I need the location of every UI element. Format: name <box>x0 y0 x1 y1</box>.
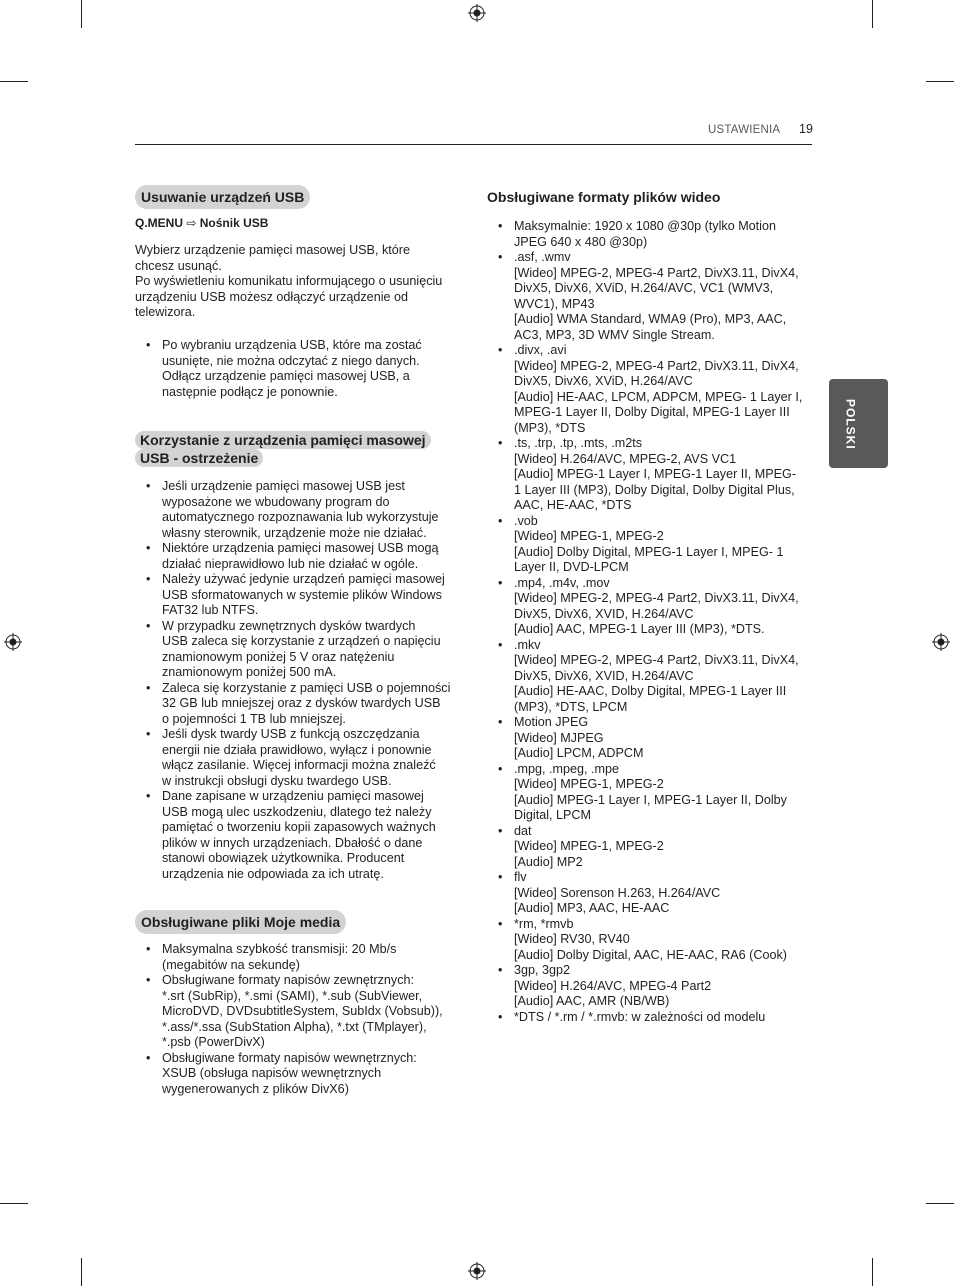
list-item-line: [Wideo] H.264/AVC, MPEG-4 Part2 <box>514 978 712 993</box>
list-item-line: [Wideo] MPEG-1, MPEG-2 <box>514 777 664 791</box>
list-item-line: DivX5, DivX6, XVID, H.264/AVC <box>514 668 694 683</box>
list-item-line: Po wybraniu urządzenia USB, które ma zostać <box>162 338 422 352</box>
crop-mark <box>0 1203 28 1204</box>
usb-removal-heading: Usuwanie urządzeń USB <box>135 185 310 209</box>
list-item-line: 32 GB lub mniejszej oraz z dysków twardych USB <box>162 696 441 710</box>
menu-path-start: Q.MENU <box>135 216 183 230</box>
list-item-line: flv <box>514 870 527 884</box>
list-item-line: Dane zapisane w urządzeniu pamięci masowej <box>162 789 424 803</box>
list-item-line: [Audio] AAC, AMR (NB/WB) <box>514 994 670 1008</box>
list-item-line: [Audio] MP2 <box>514 854 583 869</box>
list-item-line: [Wideo] Sorenson H.263, H.264/AVC <box>514 885 721 900</box>
list-item-line: o pojemności 1 TB lub mniejszej. <box>162 711 346 726</box>
menu-path <box>135 216 268 232</box>
paragraph-line: chcesz usunąć. <box>135 258 222 273</box>
list-item-line: następnie podłącz je ponownie. <box>162 384 338 399</box>
list-item: • Obsługiwane formaty napisów zewnętrznych: *.srt (SubRip), *.smi (SAMI), *.sub (SubViewer, MicroDVD, DVDsubtitleSystem, SubIdx (Vobsub)), *.ass/*.ssa (SubStation Alpha), *.txt (TMplayer), *.psb (PowerDivX) <box>135 973 475 1051</box>
list-item-line: dat <box>514 823 532 838</box>
arrow-right-icon: ⇨ <box>186 216 197 230</box>
list-item-line: Maksymalnie: 1920 x 1080 @30p (tylko Motion <box>514 219 776 233</box>
list-item-line: .divx, .avi <box>514 343 567 357</box>
list-item: • .mpg, .mpeg, .mpe [Wideo] MPEG-1, MPEG-2 [Audio] MPEG-1 Layer I, MPEG-1 Layer II, Dolby Digital, LPCM <box>487 762 827 824</box>
video-formats-heading: Obsługiwane formaty plików wideo <box>487 189 721 205</box>
my-media-heading: Obsługiwane pliki Moje media <box>135 910 346 934</box>
list-item-line: stanowi obowiązek użytkownika. Producent <box>162 851 405 865</box>
list-item: • Jeśli urządzenie pamięci masowej USB jest wyposażone we wbudowany program do automatycznego rozpoznawania lub wykorzystuje własny sterownik, urządzenie może nie działać. <box>135 479 465 541</box>
list-item-line: .ts, .trp, .tp, .mts, .m2ts <box>514 436 643 450</box>
list-item-line: znamionowym poniżej 5 V oraz natężeniu <box>162 649 395 664</box>
list-item-line: [Audio] HE-AAC, Dolby Digital, MPEG-1 Layer III <box>514 684 787 698</box>
paragraph-line: Po wyświetleniu komunikatu informującego o usunięciu <box>135 274 443 288</box>
list-item: • dat [Wideo] MPEG-1, MPEG-2 [Audio] MP2 <box>487 824 827 871</box>
list-item-line: WVC1), MP43 <box>514 296 595 311</box>
registration-mark-icon <box>932 633 950 651</box>
paragraph-line: Wybierz urządzenie pamięci masowej USB, które <box>135 243 410 257</box>
list-item: • Obsługiwane formaty napisów wewnętrznych: XSUB (obsługa napisów wewnętrznych wygenerowanych z plików DivX6) <box>135 1051 475 1098</box>
list-item-line: wygenerowanych z plików DivX6) <box>162 1081 349 1096</box>
list-item-line: [Audio] MP3, AAC, HE-AAC <box>514 901 670 915</box>
list-item-line: automatycznego rozpoznawania lub wykorzystuje <box>162 510 439 524</box>
video-formats-bullets <box>487 219 827 1025</box>
paragraph-line: telewizora. <box>135 305 196 319</box>
list-item-line: [Wideo] MPEG-2, MPEG-4 Part2, DivX3.11, DivX4, <box>514 265 799 280</box>
page-number: 19 <box>799 122 813 136</box>
crop-mark <box>0 81 28 82</box>
list-item-line: [Wideo] MPEG-2, MPEG-4 Part2, DivX3.11, DivX4, <box>514 653 799 667</box>
list-item: • .divx, .avi [Wideo] MPEG-2, MPEG-4 Part2, DivX3.11, DivX4, DivX5, DivX6, XViD, H.264/AVC [Audio] HE-AAC, LPCM, ADPCM, MPEG- 1 Layer I, MPEG-1 Layer II, Dolby Digital, MPEG-1 Layer III (MP3), *DTS <box>487 343 827 436</box>
list-item-line: (MP3), *DTS, LPCM <box>514 699 628 714</box>
list-item-line: DivX5, DivX6, XVID, H.264/AVC <box>514 606 694 621</box>
crop-mark <box>872 1258 873 1286</box>
list-item-line: 3gp, 3gp2 <box>514 963 571 977</box>
list-item: • 3gp, 3gp2 [Wideo] H.264/AVC, MPEG-4 Part2 [Audio] AAC, AMR (NB/WB) <box>487 963 827 1010</box>
list-item-line: [Wideo] MJPEG <box>514 730 604 745</box>
list-item-line: MPEG-1 Layer II, Dolby Digital, MPEG-1 Layer III <box>514 405 790 419</box>
list-item-line: Zaleca się korzystanie z pamięci USB o pojemności <box>162 680 451 695</box>
list-item-line: USB zaleca się korzystanie z urządzeń o napięciu <box>162 634 441 648</box>
list-item-line: Digital, LPCM <box>514 808 591 822</box>
list-item: • .mkv [Wideo] MPEG-2, MPEG-4 Part2, DivX3.11, DivX4, DivX5, DivX6, XVID, H.264/AVC [Audio] HE-AAC, Dolby Digital, MPEG-1 Layer III (MP3), *DTS, LPCM <box>487 638 827 716</box>
list-item-line: Należy używać jedynie urządzeń pamięci masowej <box>162 572 445 586</box>
list-item: • Po wybraniu urządzenia USB, które ma zostać usunięte, nie można odczytać z niego danych. Odłącz urządzenie pamięci masowej USB, a następnie podłącz je ponownie. <box>135 338 465 400</box>
list-item: • *DTS / *.rm / *.rmvb: w zależności od modelu <box>487 1010 827 1026</box>
header-section-name: USTAWIENIA <box>708 124 781 136</box>
list-item-line: plików w innych urządzeniach. Dbałość o dane <box>162 835 423 850</box>
crop-mark <box>926 81 954 82</box>
list-item-line: znamionowym poniżej 500 mA. <box>162 665 337 679</box>
list-item-line: Layer II, DVD-LPCM <box>514 560 629 574</box>
list-item-line: Jeśli dysk twardy USB z funkcją oszczędzania <box>162 727 420 741</box>
list-item-line: [Audio] Dolby Digital, MPEG-1 Layer I, MPEG- 1 <box>514 544 784 559</box>
list-item-line: Niektóre urządzenia pamięci masowej USB mogą <box>162 541 439 555</box>
menu-path-end: Nośnik USB <box>199 216 269 230</box>
list-item-line: Obsługiwane formaty napisów zewnętrznych: <box>162 973 414 987</box>
list-item-line: *DTS / *.rm / *.rmvb: w zależności od modelu <box>514 1009 766 1024</box>
registration-mark-icon <box>468 4 486 22</box>
list-item: • .asf, .wmv [Wideo] MPEG-2, MPEG-4 Part2, DivX3.11, DivX4, DivX5, DivX6, XViD, H.264/AVC, VC1 (WMV3, WVC1), MP43 [Audio] WMA Standard, WMA9 (Pro), MP3, AAC, AC3, MP3, 3D WMV Single Stream. <box>487 250 827 343</box>
list-item-line: usunięte, nie można odczytać z niego danych. <box>162 353 420 368</box>
list-item-line: W przypadku zewnętrznych dysków twardych <box>162 618 416 633</box>
language-tab <box>829 379 888 468</box>
usb-warning-bullets <box>135 479 465 882</box>
usb-warning-heading <box>135 431 431 467</box>
list-item: • W przypadku zewnętrznych dysków twardych USB zaleca się korzystanie z urządzeń o napięciu znamionowym poniżej 5 V oraz natężeniu znamionowym poniżej 500 mA. <box>135 619 465 681</box>
list-item-line: [Audio] MPEG-1 Layer I, MPEG-1 Layer II, MPEG- <box>514 467 797 481</box>
header-divider <box>135 144 812 145</box>
list-item-line: Motion JPEG <box>514 715 589 729</box>
list-item-line: urządzenia nie odpowiada za ich utratę. <box>162 866 384 881</box>
list-item-line: (megabitów na sekundę) <box>162 957 300 972</box>
list-item: • Maksymalnie: 1920 x 1080 @30p (tylko Motion JPEG 640 x 480 @30p) <box>487 219 827 250</box>
list-item-line: AAC, HE-AAC, *DTS <box>514 498 632 512</box>
list-item-line: [Wideo] MPEG-2, MPEG-4 Part2, DivX3.11, DivX4, <box>514 591 799 605</box>
list-item-line: MicroDVD, DVDsubtitleSystem, SubIdx (Vobsub)), <box>162 1004 443 1018</box>
list-item-line: XSUB (obsługa napisów wewnętrznych <box>162 1066 382 1080</box>
list-item: • Należy używać jedynie urządzeń pamięci masowej USB sformatowanych w systemie plików Windows FAT32 lub NTFS. <box>135 572 465 619</box>
list-item-line: [Wideo] MPEG-1, MPEG-2 <box>514 529 664 543</box>
list-item-line: USB sformatowanych w systemie plików Windows <box>162 587 442 602</box>
list-item-line: *rm, *rmvb <box>514 916 574 931</box>
list-item-line: [Audio] Dolby Digital, AAC, HE-AAC, RA6 (Cook) <box>514 947 787 962</box>
registration-mark-icon <box>468 1262 486 1280</box>
heading-line: Korzystanie z urządzenia pamięci masowej <box>135 431 431 449</box>
crop-mark <box>926 1203 954 1204</box>
list-item: • Zaleca się korzystanie z pamięci USB o pojemności 32 GB lub mniejszej oraz z dysków twardych USB o pojemności 1 TB lub mniejszej. <box>135 681 465 728</box>
list-item-line: Jeśli urządzenie pamięci masowej USB jest <box>162 479 405 493</box>
list-item: • .ts, .trp, .tp, .mts, .m2ts [Wideo] H.264/AVC, MPEG-2, AVS VC1 [Audio] MPEG-1 Layer I, MPEG-1 Layer II, MPEG- 1 Layer III (MP3), Dolby Digital, Dolby Digital Plus, AAC, HE-AAC, *DTS <box>487 436 827 514</box>
list-item: • .vob [Wideo] MPEG-1, MPEG-2 [Audio] Dolby Digital, MPEG-1 Layer I, MPEG- 1 Layer II, DVD-LPCM <box>487 514 827 576</box>
list-item-line: Obsługiwane formaty napisów wewnętrznych: <box>162 1050 417 1065</box>
list-item-line: (MP3), *DTS <box>514 420 586 435</box>
usb-removal-bullets <box>135 338 465 400</box>
registration-mark-icon <box>4 633 22 651</box>
list-item-line: energii nie działa prawidłowo, wyłącz i ponownie <box>162 742 432 757</box>
list-item-line: [Wideo] MPEG-1, MPEG-2 <box>514 839 664 853</box>
list-item-line: *.psb (PowerDivX) <box>162 1035 265 1049</box>
usb-removal-paragraph <box>135 243 442 321</box>
list-item-line: własny sterownik, urządzenie może nie działać. <box>162 525 427 540</box>
list-item-line: JPEG 640 x 480 @30p) <box>514 234 648 249</box>
list-item: • Dane zapisane w urządzeniu pamięci masowej USB mogą ulec uszkodzeniu, dlatego też należy pamiętać o tworzeniu kopii zapasowych ważnych plików w innych urządzeniach. Dbałość o dane stanowi obowiązek użytkownika. Producent urządzenia nie odpowiada za ich utratę. <box>135 789 465 882</box>
list-item-line: DivX5, DivX6, XViD, H.264/AVC, VC1 (WMV3, <box>514 281 774 295</box>
heading-line: USB - ostrzeżenie <box>135 449 263 467</box>
list-item-line: [Wideo] RV30, RV40 <box>514 932 630 946</box>
language-tab-label: POLSKI <box>843 399 858 450</box>
list-item: • flv [Wideo] Sorenson H.263, H.264/AVC [Audio] MP3, AAC, HE-AAC <box>487 870 827 917</box>
list-item-line: 1 Layer III (MP3), Dolby Digital, Dolby Digital Plus, <box>514 482 795 497</box>
list-item-line: pamiętać o tworzeniu kopii zapasowych ważnych <box>162 820 436 834</box>
list-item-line: DivX5, DivX6, XViD, H.264/AVC <box>514 374 693 388</box>
list-item-line: [Audio] LPCM, ADPCM <box>514 746 644 760</box>
list-item-line: .mpg, .mpeg, .mpe <box>514 761 619 776</box>
list-item: • Maksymalna szybkość transmisji: 20 Mb/s (megabitów na sekundę) <box>135 942 475 973</box>
list-item-line: [Audio] HE-AAC, LPCM, ADPCM, MPEG- 1 Layer I, <box>514 389 803 404</box>
list-item-line: w instrukcji obsługi dysku twardego USB. <box>162 773 392 788</box>
list-item-line: .asf, .wmv <box>514 250 571 264</box>
list-item: • *rm, *rmvb [Wideo] RV30, RV40 [Audio] Dolby Digital, AAC, HE-AAC, RA6 (Cook) <box>487 917 827 964</box>
list-item-line: Maksymalna szybkość transmisji: 20 Mb/s <box>162 942 397 956</box>
list-item-line: włącz zasilanie. Więcej informacji można znaleźć <box>162 758 436 772</box>
list-item-line: AC3, MP3, 3D WMV Single Stream. <box>514 327 715 342</box>
crop-mark <box>872 0 873 28</box>
list-item: • Motion JPEG [Wideo] MJPEG [Audio] LPCM, ADPCM <box>487 715 827 762</box>
list-item: • Jeśli dysk twardy USB z funkcją oszczędzania energii nie działa prawidłowo, wyłącz i ponownie włącz zasilanie. Więcej informacji można znaleźć w instrukcji obsługi dysku twardego USB. <box>135 727 465 789</box>
my-media-bullets <box>135 942 475 1097</box>
list-item: • .mp4, .m4v, .mov [Wideo] MPEG-2, MPEG-4 Part2, DivX3.11, DivX4, DivX5, DivX6, XVID, H.264/AVC [Audio] AAC, MPEG-1 Layer III (MP3), *DTS. <box>487 576 827 638</box>
list-item-line: Odłącz urządzenie pamięci masowej USB, a <box>162 369 410 383</box>
list-item-line: *.srt (SubRip), *.smi (SAMI), *.sub (SubViewer, <box>162 988 423 1003</box>
list-item-line: [Audio] AAC, MPEG-1 Layer III (MP3), *DTS. <box>514 622 765 636</box>
list-item-line: [Wideo] MPEG-2, MPEG-4 Part2, DivX3.11, DivX4, <box>514 358 799 373</box>
list-item-line: [Wideo] H.264/AVC, MPEG-2, AVS VC1 <box>514 451 737 466</box>
crop-mark <box>81 0 82 28</box>
list-item-line: działać nieprawidłowo lub nie działać w ogóle. <box>162 556 419 571</box>
list-item-line: [Audio] WMA Standard, WMA9 (Pro), MP3, AAC, <box>514 312 787 326</box>
list-item-line: .mkv <box>514 637 541 652</box>
list-item-line: FAT32 lub NTFS. <box>162 603 259 617</box>
list-item-line: wyposażone we wbudowany program do <box>162 494 390 509</box>
list-item: • Niektóre urządzenia pamięci masowej USB mogą działać nieprawidłowo lub nie działać w ogóle. <box>135 541 465 572</box>
list-item-line: USB mogą ulec uszkodzeniu, dlatego też należy <box>162 804 432 819</box>
list-item-line: [Audio] MPEG-1 Layer I, MPEG-1 Layer II, Dolby <box>514 792 787 807</box>
list-item-line: .mp4, .m4v, .mov <box>514 575 610 590</box>
list-item-line: *.ass/*.ssa (SubStation Alpha), *.txt (TMplayer), <box>162 1019 427 1034</box>
paragraph-line: urządzeniu USB możesz odłączyć urządzenie od <box>135 289 409 304</box>
crop-mark <box>81 1258 82 1286</box>
list-item-line: .vob <box>514 513 538 528</box>
